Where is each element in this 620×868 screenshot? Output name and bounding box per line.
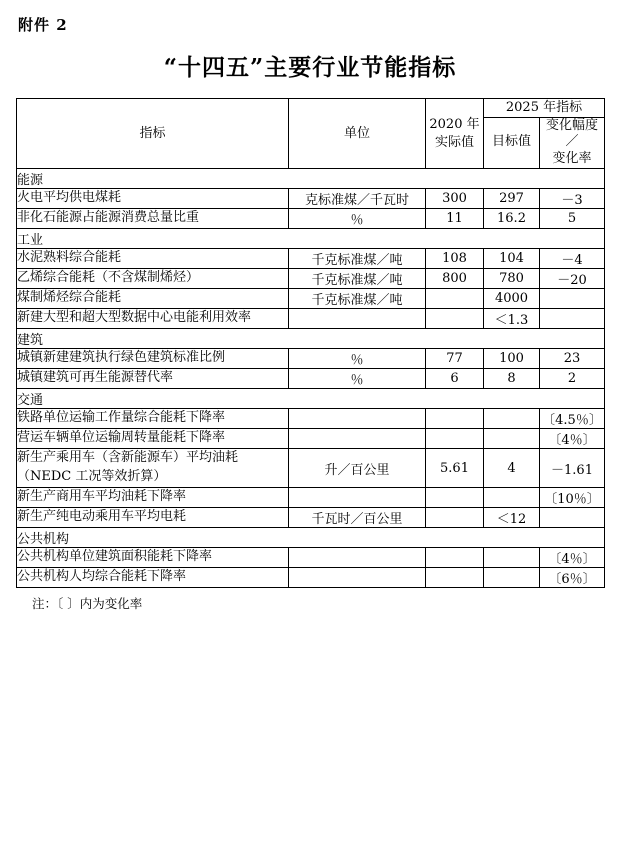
row-target-2025: 4000 (484, 289, 540, 309)
row-actual-2020: 300 (426, 189, 484, 209)
row-unit (289, 309, 426, 329)
row-unit (289, 547, 426, 567)
row-unit: 千克标准煤／吨 (289, 249, 426, 269)
row-target-2025 (484, 567, 540, 587)
header-actual-2020-line1: 2020 年 (429, 117, 480, 133)
table-section-header (17, 527, 605, 547)
row-indicator: 新建大型和超大型数据中心电能利用效率 (17, 309, 289, 329)
row-indicator: 城镇新建建筑执行绿色建筑标准比例 (17, 349, 289, 369)
energy-indicators-table (16, 98, 605, 588)
row-unit: 克标准煤／千瓦时 (289, 189, 426, 209)
row-target-2025: 297 (484, 189, 540, 209)
row-target-2025 (484, 547, 540, 567)
row-unit (289, 429, 426, 449)
row-unit: 千克标准煤／吨 (289, 289, 426, 309)
section-label-public-institutions: 公共机构 (17, 527, 605, 547)
row-indicator: 水泥熟料综合能耗 (17, 249, 289, 269)
row-target-2025: 8 (484, 369, 540, 389)
header-group-2025: 2025 年指标 (484, 99, 605, 118)
row-target-2025 (484, 409, 540, 429)
row-change: 23 (540, 349, 605, 369)
table-row (17, 409, 605, 429)
row-unit: ％ (289, 349, 426, 369)
section-label-building: 建筑 (17, 329, 605, 349)
page-title: “十四五”主要行业节能指标 (163, 54, 457, 81)
row-actual-2020 (426, 309, 484, 329)
row-change: －4 (540, 249, 605, 269)
header-indicator: 指标 (17, 99, 289, 169)
table-footnote: 注：〔 〕内为变化率 (32, 595, 143, 611)
row-indicator: 新生产商用车平均油耗下降率 (17, 487, 289, 507)
row-actual-2020: 6 (426, 369, 484, 389)
row-actual-2020 (426, 487, 484, 507)
row-indicator: 乙烯综合能耗（不含煤制烯烃） (17, 269, 289, 289)
table-row (17, 249, 605, 269)
table-row (17, 567, 605, 587)
row-indicator: 新生产纯电动乘用车平均电耗 (17, 507, 289, 527)
row-indicator: 铁路单位运输工作量综合能耗下降率 (17, 409, 289, 429)
row-unit: ％ (289, 369, 426, 389)
row-target-2025: 104 (484, 249, 540, 269)
row-actual-2020 (426, 429, 484, 449)
header-change-line2: 变化率 (552, 151, 592, 167)
row-change: 2 (540, 369, 605, 389)
header-change (540, 117, 605, 169)
table-row (17, 449, 605, 488)
row-change: －1.61 (540, 449, 605, 488)
section-label-industry: 工业 (17, 229, 605, 249)
table-row (17, 189, 605, 209)
row-target-2025 (484, 429, 540, 449)
table-row (17, 349, 605, 369)
row-change: －20 (540, 269, 605, 289)
row-target-2025: 780 (484, 269, 540, 289)
row-indicator: 新生产乘用车（含新能源车）平均油耗（NEDC 工况等效折算） (17, 449, 289, 488)
row-change (540, 309, 605, 329)
row-actual-2020 (426, 567, 484, 587)
table-section-header (17, 229, 605, 249)
attachment-label: 附件 2 (18, 16, 68, 34)
row-change: 〔6％〕 (540, 567, 605, 587)
row-target-2025 (484, 487, 540, 507)
table-row (17, 269, 605, 289)
row-actual-2020: 11 (426, 209, 484, 229)
row-unit (289, 487, 426, 507)
row-indicator: 城镇建筑可再生能源替代率 (17, 369, 289, 389)
row-change (540, 289, 605, 309)
row-unit: 千克标准煤／吨 (289, 269, 426, 289)
header-unit: 单位 (289, 99, 426, 169)
row-change: 〔10％〕 (540, 487, 605, 507)
row-unit: 千瓦时／百公里 (289, 507, 426, 527)
header-change-line1: 变化幅度／ (545, 117, 598, 150)
row-indicator: 公共机构人均综合能耗下降率 (17, 567, 289, 587)
table-row (17, 547, 605, 567)
row-actual-2020: 800 (426, 269, 484, 289)
row-change: 〔4％〕 (540, 547, 605, 567)
section-label-transport: 交通 (17, 389, 605, 409)
row-indicator: 火电平均供电煤耗 (17, 189, 289, 209)
row-indicator: 煤制烯烃综合能耗 (17, 289, 289, 309)
row-unit: ％ (289, 209, 426, 229)
row-change: 〔4.5％〕 (540, 409, 605, 429)
row-actual-2020: 5.61 (426, 449, 484, 488)
table-section-header (17, 329, 605, 349)
section-label-energy: 能源 (17, 169, 605, 189)
table-row (17, 507, 605, 527)
table-row (17, 369, 605, 389)
table-row (17, 289, 605, 309)
row-actual-2020 (426, 547, 484, 567)
row-indicator: 公共机构单位建筑面积能耗下降率 (17, 547, 289, 567)
row-change (540, 507, 605, 527)
row-indicator: 非化石能源占能源消费总量比重 (17, 209, 289, 229)
row-actual-2020 (426, 409, 484, 429)
table-row (17, 309, 605, 329)
table-header-row (17, 99, 605, 118)
table-row (17, 429, 605, 449)
header-target: 目标值 (484, 117, 540, 169)
row-target-2025: 4 (484, 449, 540, 488)
table-row (17, 209, 605, 229)
row-target-2025: ＜12 (484, 507, 540, 527)
row-target-2025: ＜1.3 (484, 309, 540, 329)
table-section-header (17, 389, 605, 409)
row-change: －3 (540, 189, 605, 209)
row-change: 5 (540, 209, 605, 229)
row-change: 〔4％〕 (540, 429, 605, 449)
header-actual-2020 (426, 99, 484, 169)
row-actual-2020: 77 (426, 349, 484, 369)
header-actual-2020-line2: 实际值 (434, 134, 474, 150)
row-unit (289, 567, 426, 587)
table-row (17, 487, 605, 507)
row-indicator: 营运车辆单位运输周转量能耗下降率 (17, 429, 289, 449)
row-target-2025: 16.2 (484, 209, 540, 229)
row-actual-2020: 108 (426, 249, 484, 269)
row-actual-2020 (426, 507, 484, 527)
row-actual-2020 (426, 289, 484, 309)
row-target-2025: 100 (484, 349, 540, 369)
row-unit: 升／百公里 (289, 449, 426, 488)
table-section-header (17, 169, 605, 189)
row-unit (289, 409, 426, 429)
